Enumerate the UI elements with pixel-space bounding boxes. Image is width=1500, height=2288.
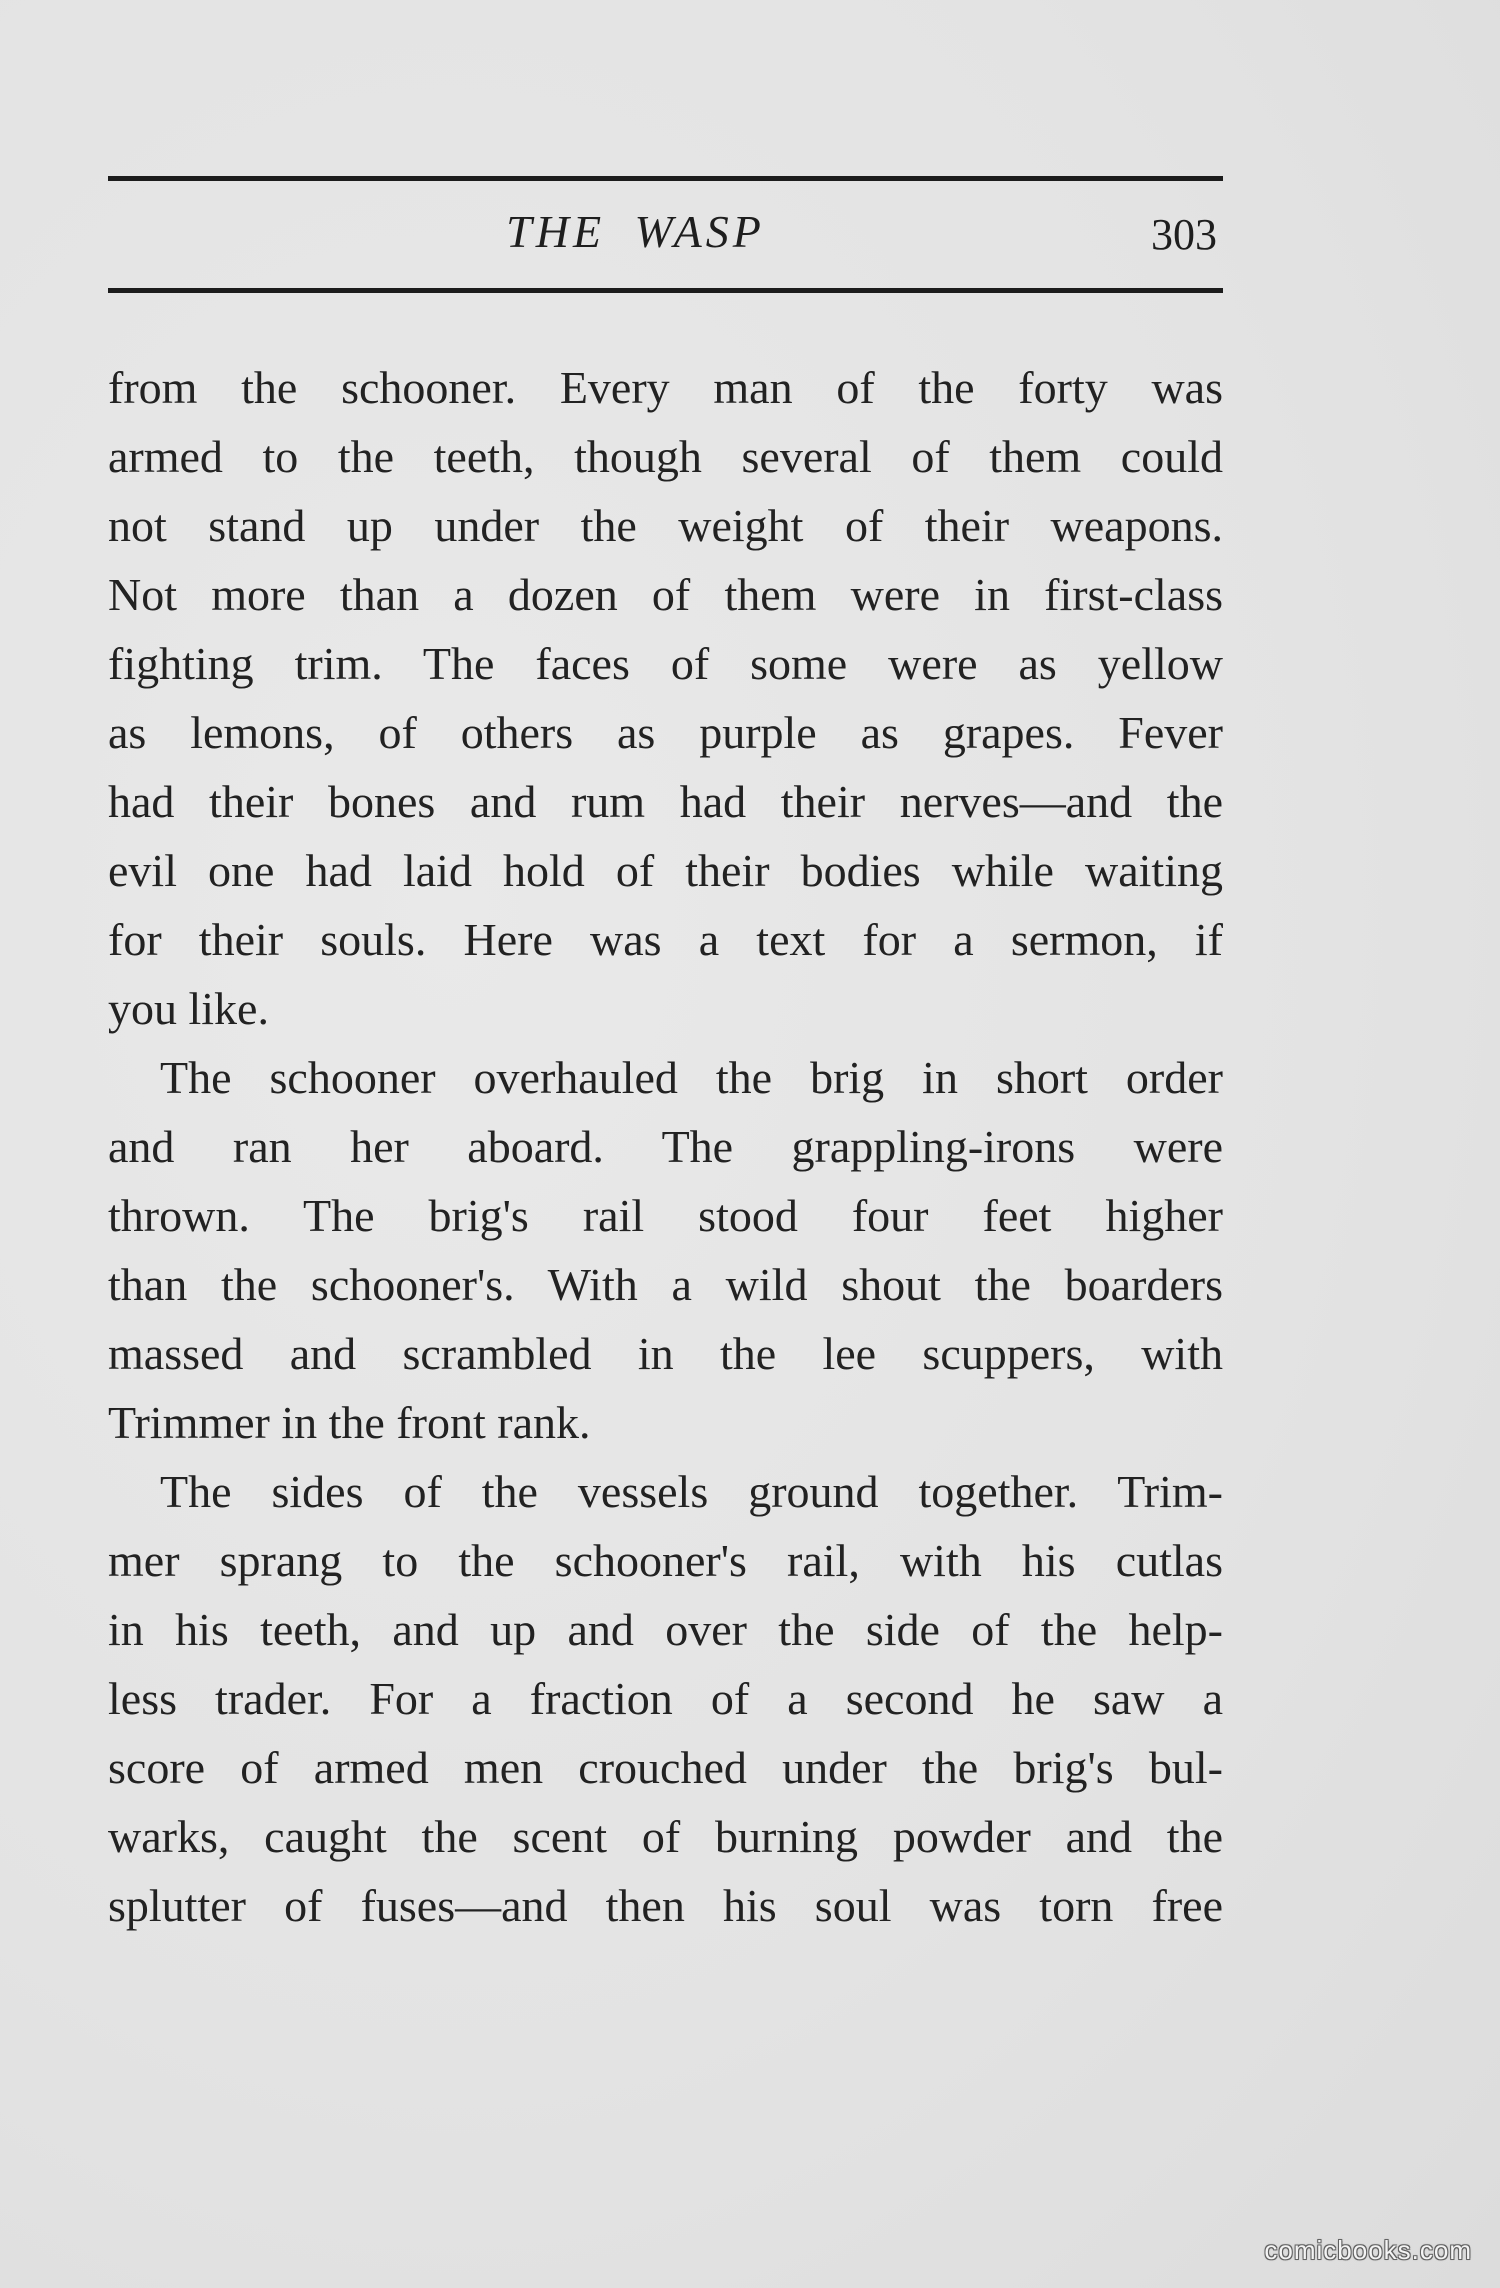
text-line: The sides of the vessels ground together. Trim- [160, 1466, 1223, 1517]
body-text [108, 353, 1223, 1940]
text-line: massed and scrambled in the lee scuppers, with [108, 1328, 1223, 1379]
text-line: mer sprang to the schooner's rail, with his cutlas [108, 1535, 1223, 1586]
text-line: thrown. The brig's rail stood four feet higher [108, 1190, 1223, 1241]
text-line: and ran her aboard. The grappling-irons were [108, 1121, 1223, 1172]
text-line: fighting trim. The faces of some were as yellow [108, 638, 1223, 689]
text-line: score of armed men crouched under the brig's bul- [108, 1742, 1223, 1793]
text-line: splutter of fuses—and then his soul was torn free [108, 1880, 1223, 1931]
text-line: armed to the teeth, though several of them could [108, 431, 1223, 482]
text-line: in his teeth, and up and over the side of the help- [108, 1604, 1223, 1655]
running-title: THE WASP [506, 206, 765, 257]
text-line: than the schooner's. With a wild shout the boarders [108, 1259, 1223, 1310]
text-line: from the schooner. Every man of the forty was [108, 362, 1223, 413]
paragraph-2 [108, 1043, 1223, 1457]
text-line: Not more than a dozen of them were in first-class [108, 569, 1223, 620]
text-line: evil one had laid hold of their bodies while waiting [108, 845, 1223, 896]
text-line: Trimmer in the front rank. [108, 1397, 591, 1448]
header-rule-top [108, 176, 1223, 181]
watermark: comicbooks.com [1264, 2235, 1472, 2265]
text-line: for their souls. Here was a text for a sermon, if [108, 914, 1223, 965]
text-line: as lemons, of others as purple as grapes. Fever [108, 707, 1223, 758]
header-rule-bottom [108, 288, 1223, 293]
text-line: had their bones and rum had their nerves—and the [108, 776, 1223, 827]
running-head [108, 205, 1223, 265]
paragraph-1 [108, 353, 1223, 1043]
paragraph-3 [108, 1457, 1223, 1940]
text-line: not stand up under the weight of their weapons. [108, 500, 1223, 551]
text-line: The schooner overhauled the brig in short order [160, 1052, 1223, 1103]
text-line: less trader. For a fraction of a second he saw a [108, 1673, 1223, 1724]
text-line: you like. [108, 983, 269, 1034]
text-line: warks, caught the scent of burning powder and the [108, 1811, 1223, 1862]
page-number: 303 [1151, 210, 1217, 259]
